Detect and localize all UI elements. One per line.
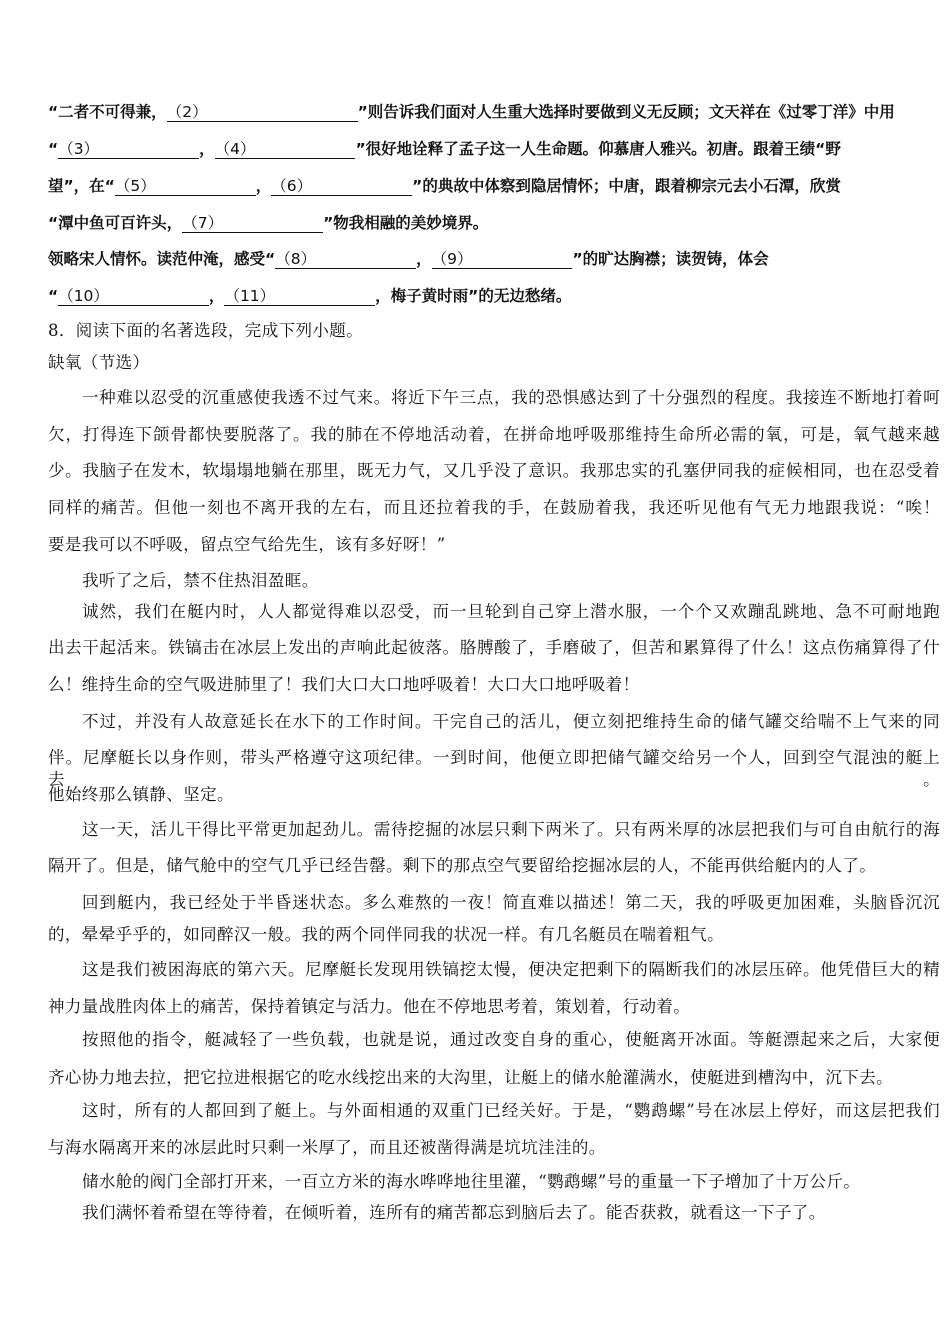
- passage-line: 我听了之后，禁不住热泪盈眶。: [82, 571, 319, 590]
- passage-line: 同样的痛苦。但他一刻也不离开我的左右，而且还拉着我的手，在鼓励着我，我还听见他有气无力地跟我说：“唉！: [48, 498, 940, 517]
- passage-line: 诚然，我们在艇内时，人人都觉得难以忍受，而一旦轮到自己穿上潜水服，一个个又欢蹦乱跳地、急不可耐地跑: [82, 602, 940, 621]
- blank-number: （10）: [58, 287, 109, 305]
- answer-blank[interactable]: [182, 214, 323, 233]
- passage-line: 的，晕晕乎乎的，如同醉汉一般。我的两个同伴同我的状况一样。有几名艇员在喘着粗气。: [48, 925, 724, 944]
- fill-in-text: “: [48, 140, 59, 158]
- answer-blank[interactable]: [271, 177, 412, 196]
- fill-in-text: ，: [255, 177, 272, 195]
- answer-blank[interactable]: [58, 287, 209, 306]
- fill-in-line: [48, 248, 940, 270]
- blank-number: （11）: [224, 287, 276, 305]
- fill-in-text: ，: [416, 250, 432, 268]
- fill-in-text: ”物我相融的美妙境界。: [323, 214, 489, 232]
- passage-line: 回到艇内，我已经处于半昏迷状态。多么难熬的一夜！简直难以描述！第二天，我的呼吸更加困难，头脑昏沉沉: [82, 893, 940, 912]
- passage-line: 出去干起活来。铁镐击在冰层上发出的声响此起彼落。胳膊酸了，手磨破了，但苦和累算得了什么！这点伤痛算得了什: [48, 638, 940, 657]
- answer-blank[interactable]: [215, 140, 356, 159]
- passage-line: 储水舱的阀门全部打开来，一百立方米的海水哗哗地往里灌，“鹦鹉螺”号的重量一下子增加了十万公斤。: [82, 1172, 861, 1191]
- fill-in-text: 领略宋人情怀。读范仲淹，感受“: [48, 250, 276, 268]
- passage-title: 缺氧（节选）: [48, 353, 150, 372]
- fill-in-line: [48, 175, 940, 197]
- blank-number: （5）: [114, 177, 156, 195]
- fill-in-line: [48, 285, 940, 307]
- answer-blank[interactable]: [115, 177, 256, 196]
- fill-in-text: ，: [208, 287, 225, 305]
- fill-in-text: ”的典故中体察到隐居情怀；中唐，跟着柳宗元去小石潭，欣赏: [412, 177, 841, 195]
- fill-in-text: ，梅子黄时雨”的无边愁绪。: [375, 287, 572, 305]
- passage-line: 这是我们被困海底的第六天。尼摩艇长发现用铁镐挖太慢，便决定把剩下的隔断我们的冰层压碎。他凭借巨大的精: [82, 960, 940, 979]
- answer-blank[interactable]: [224, 287, 375, 306]
- passage-line: 不过，并没有人故意延长在水下的工作时间。干完自己的活儿，便立刻把维持生命的储气罐交给喘不上气来的同: [82, 712, 940, 731]
- question-heading: 8．阅读下面的名著选段，完成下列小题。: [48, 321, 364, 340]
- blank-number: （4）: [214, 140, 256, 158]
- fill-in-text: ，: [199, 140, 215, 158]
- fill-in-text: “二者不可得兼，: [48, 103, 167, 121]
- passage-line: 欠，打得连下颌骨都快要脱落了。我的肺在不停地活动着，在拼命地呼吸那维持生命所必需的氧，可是，氧气越来越: [48, 425, 940, 444]
- blank-number: （6）: [271, 177, 313, 195]
- blank-number: （8）: [275, 250, 317, 268]
- blank-number: （9）: [431, 250, 473, 268]
- fill-in-line: [48, 138, 940, 160]
- passage-line: 这时，所有的人都回到了艇上。与外面相通的双重门已经关好。于是，“鹦鹉螺”号在冰层上停好，而这层把我们: [82, 1101, 940, 1120]
- blank-number: （3）: [58, 140, 100, 158]
- fill-in-text: ”的旷达胸襟；读贺铸，体会: [572, 250, 769, 268]
- passage-line: 他始终那么镇静、坚定。: [48, 785, 234, 804]
- passage-line: 要是我可以不呼吸，留点空气给先生，该有多好呀！”: [48, 535, 446, 554]
- passage-line: 隔开了。但是，储气舱中的空气几乎已经告罄。剩下的那点空气要留给挖掘冰层的人，不能再供给艇内的人了。: [48, 856, 877, 875]
- passage-line: 这一天，活儿干得比平常更加起劲儿。需待挖掘的冰层只剩下两米了。只有两米厚的冰层把我们与可自由航行的海: [82, 820, 940, 839]
- passage-line: 么！维持生命的空气吸进肺里了！我们大口大口地呼吸着！大口大口地呼吸着！: [48, 675, 640, 694]
- answer-blank[interactable]: [167, 103, 358, 122]
- fill-in-text: “潭中鱼可百许头，: [48, 214, 183, 232]
- fill-in-line: [48, 101, 940, 123]
- fill-in-text: ”很好地诠释了孟子这一人生命题。仰慕唐人雅兴。初唐。跟着王绩“野: [355, 140, 841, 158]
- answer-blank[interactable]: [58, 140, 199, 159]
- passage-line: 按照他的指令，艇减轻了一些负载，也就是说，通过改变自身的重心，使艇离开冰面。等艇漂起来之后，大家便: [82, 1030, 940, 1049]
- blank-number: （2）: [166, 103, 208, 121]
- fill-in-line: [48, 212, 940, 234]
- passage-line: 神力量战胜肉体上的痛苦，保持着镇定与活力。他在不停地思考着，策划着，行动着。: [48, 997, 691, 1016]
- passage-line: 少。我脑子在发木，软塌塌地躺在那里，既无力气，又几乎没了意识。我那忠实的孔塞伊同我的症候相同，也在忍受着: [48, 461, 940, 480]
- passage-line: 与海水隔离开来的冰层此时只剩一米厚了，而且还被凿得满是坑坑洼洼的。: [48, 1138, 606, 1157]
- fill-in-text: ”则告诉我们面对人生重大选择时要做到义无反顾；文天祥在《过零丁洋》中用: [357, 103, 895, 121]
- blank-number: （7）: [182, 214, 224, 232]
- passage-line: 一种难以忍受的沉重感使我透不过气来。将近下午三点，我的恐惧感达到了十分强烈的程度。我接连不断地打着呵: [82, 388, 940, 407]
- fill-in-text: “: [48, 287, 59, 305]
- passage-line: 伴。尼摩艇长以身作则，带头严格遵守这项纪律。一到时间，他便立即把储气罐交给另一个人，回到空气混浊的艇上去。: [48, 748, 940, 789]
- passage-line: 齐心协力地去拉，把它拉进根据它的吃水线挖出来的大沟里，让艇上的储水舱灌满水，使艇进到槽沟中，沉下去。: [48, 1068, 893, 1087]
- passage-line: 我们满怀着希望在等待着，在倾听着，连所有的痛苦都忘到脑后去了。能否获救，就看这一下子了。: [82, 1203, 826, 1222]
- fill-in-text: 望”，在“: [48, 177, 115, 195]
- answer-blank[interactable]: [432, 250, 573, 269]
- answer-blank[interactable]: [275, 250, 416, 269]
